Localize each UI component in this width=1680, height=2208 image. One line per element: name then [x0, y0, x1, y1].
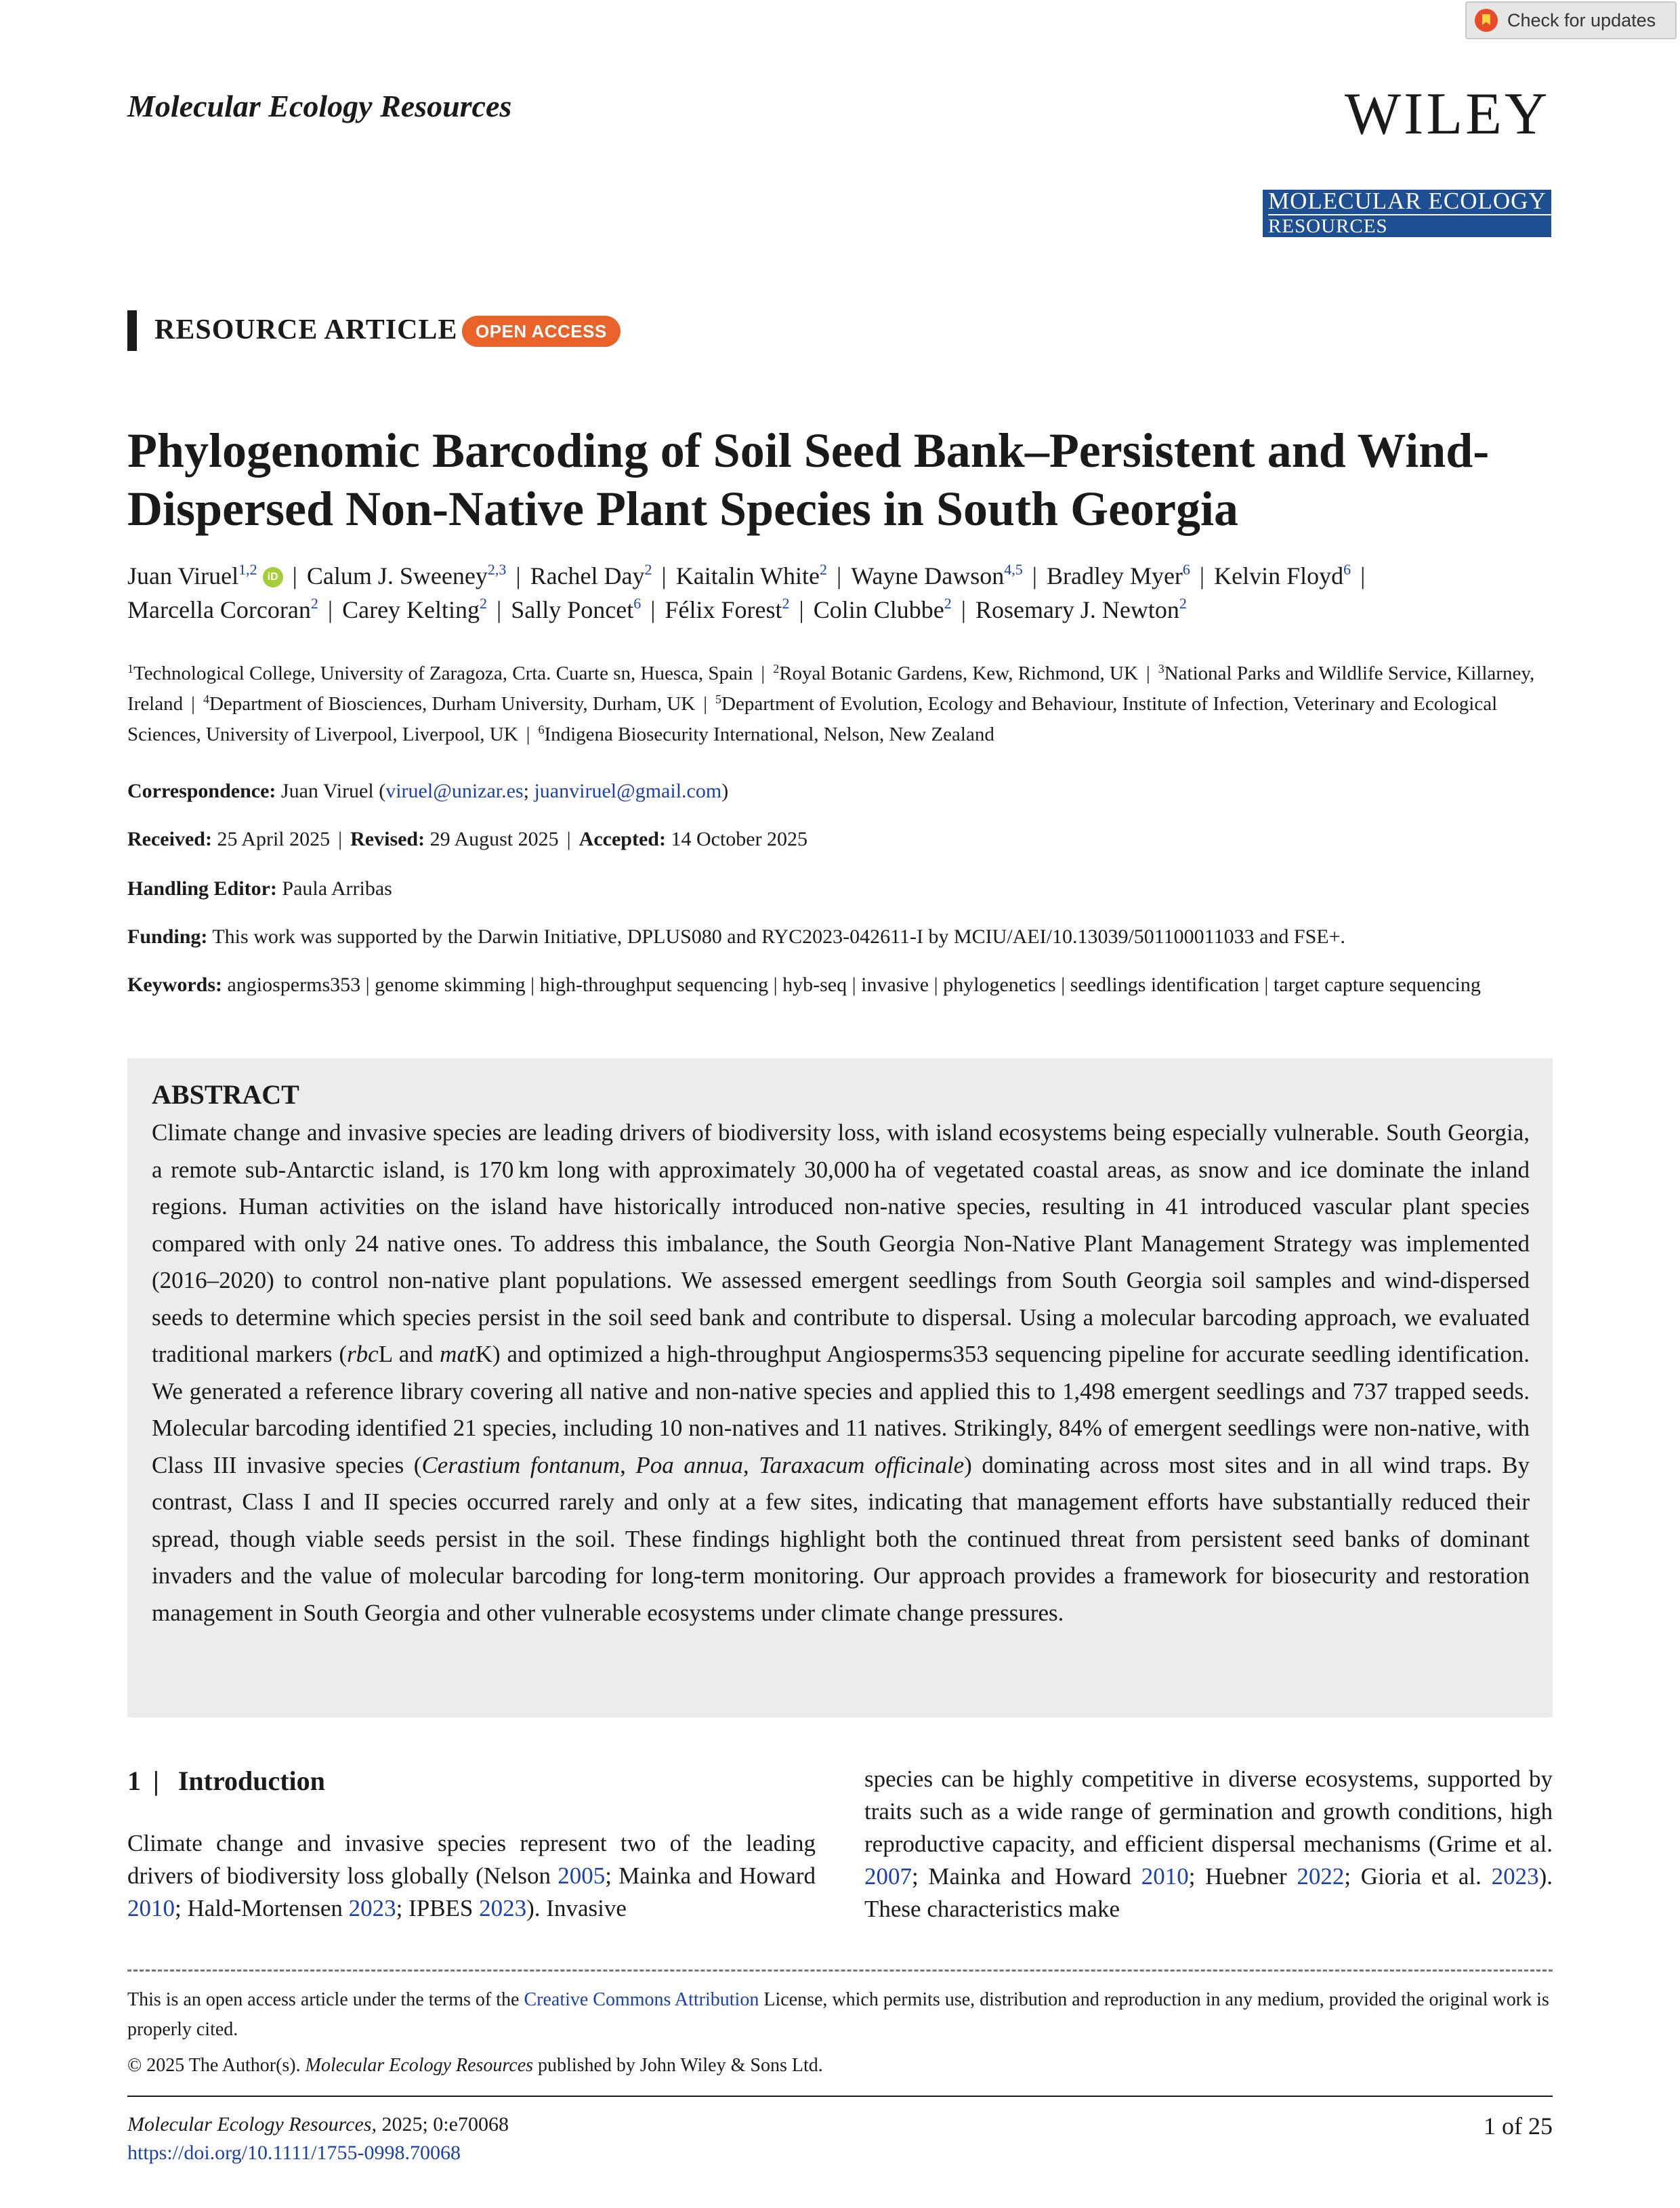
- abstract-heading: ABSTRACT: [152, 1079, 299, 1110]
- keyword: genome skimming: [375, 974, 526, 996]
- journal-logo-line2: RESOURCES: [1268, 215, 1388, 237]
- text-run: ; Mainka and Howard: [605, 1862, 816, 1889]
- author-affiliation: 2: [644, 561, 652, 578]
- author-affiliation: 2: [782, 595, 790, 612]
- citation-link[interactable]: 2022: [1297, 1863, 1345, 1890]
- species-name: Taraxacum officinale: [759, 1451, 965, 1478]
- journal-logo: [1263, 190, 1551, 237]
- author-name[interactable]: Colin Clubbe: [813, 596, 944, 623]
- intro-column-left: [127, 1827, 816, 1925]
- author-line-2: Marcella Corcoran$^2$ | Carey Kelting$^2$ | Sally Poncet$^6$ | Félix Forest$^2$ | Colin Clubbe$^2$ | Rosemary J. Newton$^2$: [127, 595, 1187, 623]
- intro-column-right: [864, 1763, 1553, 1925]
- license-link[interactable]: Creative Commons Attribution: [524, 1989, 759, 2010]
- revised-date: 29 August 2025: [429, 828, 559, 850]
- author-name[interactable]: Juan Viruel: [127, 562, 239, 589]
- text-run: published by John Wiley & Sons Ltd.: [533, 2055, 823, 2076]
- footer-citation: [127, 2111, 509, 2138]
- citation-link[interactable]: 2023: [348, 1895, 396, 1921]
- author-name[interactable]: Rachel Day: [530, 562, 645, 589]
- correspondence: Correspondence: Juan Viruel (viruel@unizar.es; juanviruel@gmail.com): [127, 780, 729, 802]
- text-run: ). Invasive: [526, 1895, 627, 1921]
- author-affiliation: 6: [1343, 561, 1351, 578]
- open-access-badge: OPEN ACCESS: [462, 316, 621, 347]
- gene-name: mat: [440, 1341, 476, 1367]
- journal-logo-line1: MOLECULAR ECOLOGY: [1268, 190, 1551, 215]
- text-run: ; IPBES: [396, 1895, 480, 1921]
- orcid-icon[interactable]: iD: [263, 567, 283, 587]
- article-dates: Received: 25 April 2025 | Revised: 29 August 2025 | Accepted: 14 October 2025: [127, 828, 808, 850]
- wiley-logo: [1345, 81, 1551, 147]
- section-heading-introduction: [127, 1765, 325, 1797]
- funding-label: Funding:: [127, 925, 208, 948]
- citation-link[interactable]: 2023: [479, 1895, 527, 1921]
- affiliation: Department of Evolution, Ecology and Behaviour, Institute of Infection, Veterinary and Ecological Sciences, University of Liverpool, Liverpool, UK: [127, 693, 1498, 745]
- text-run: ; Mainka and Howard: [912, 1863, 1141, 1890]
- citation-link[interactable]: 2010: [1141, 1863, 1189, 1890]
- abstract-part: K) and optimized a high-throughput Angiosperms353 sequencing pipeline for accurate seedling identification. We generated a reference library covering all native and non-native species and applied this to 1,498 emergent seedlings and 737 trapped seeds. Molecular barcoding identified 21 species, including 10 non-natives and 11 natives. Strikingly, 84% of emergent seedlings were non-native, with Class III invasive species (: [152, 1341, 1530, 1478]
- copyright-note: [127, 2051, 1553, 2081]
- article-type-marker: [127, 310, 137, 351]
- author-affiliation: 2: [480, 595, 488, 612]
- doi-link[interactable]: https://doi.org/10.1111/1755-0998.70068: [127, 2142, 461, 2164]
- text-run: ). These characteristics make: [864, 1863, 1553, 1922]
- keyword: seedlings identification: [1070, 974, 1259, 996]
- affiliation-number: 6: [538, 723, 545, 736]
- abstract-part: ,: [742, 1451, 759, 1478]
- affiliation: Department of Biosciences, Durham University, Durham, UK: [209, 693, 696, 715]
- wiley-logo-text: WILEY: [1345, 81, 1551, 147]
- author-name[interactable]: Marcella Corcoran: [127, 596, 311, 623]
- affiliation: Indigena Biosecurity International, Nelson, New Zealand: [544, 724, 994, 745]
- keyword: phylogenetics: [943, 974, 1056, 996]
- affiliations: $^1$Technological College, University of Zaragoza, Crta. Cuarte sn, Huesca, Spain | $^2$Royal Botanic Gardens, Kew, Richmond, UK | $^3$National Parks and Wildlife Service, Killarney, Ireland | $^4$Department of Biosciences, Durham University, Durham, UK | $^5$Department of Evolution, Ecology and Behaviour, Institute of Infection, Veterinary and Ecological Sciences, University of Liverpool, Liverpool, UK | $^6$Indigena Biosecurity International, Nelson, New Zealand: [127, 662, 1535, 745]
- author-name[interactable]: Kelvin Floyd: [1214, 562, 1344, 589]
- section-number: 1: [127, 1766, 141, 1796]
- handling-editor-name: Paula Arribas: [282, 877, 392, 900]
- correspondence-email-1[interactable]: viruel@unizar.es: [385, 780, 524, 802]
- article-type: RESOURCE ARTICLE: [154, 314, 458, 346]
- author-affiliation: 2: [1179, 595, 1187, 612]
- text-run: Climate change and invasive species represent two of the leading drivers of biodiversity loss globally (Nelson: [127, 1830, 816, 1889]
- abstract-part: ) dominating across most sites and in all wind traps. By contrast, Class I and II species occurred rarely and only at a few sites, indicating that management efforts have substantially reduced their spread, though viable seeds persist in the soil. These findings highlight both the continued threat from persistent seed banks of dominant invaders and the value of molecular barcoding for long-term monitoring. Our approach provides a framework for biosecurity and restoration management in South Georgia and other vulnerable ecosystems under climate change pressures.: [152, 1451, 1530, 1626]
- journal-name-header: Molecular Ecology Resources: [127, 89, 512, 123]
- bookmark-icon: [1475, 9, 1498, 32]
- copyright-journal: Molecular Ecology Resources: [305, 2055, 534, 2076]
- footer-doi: [127, 2140, 461, 2167]
- page-number: 1 of 25: [1484, 2112, 1553, 2140]
- footer-journal: Molecular Ecology Resources,: [127, 2113, 377, 2136]
- abstract-part: L and: [378, 1341, 440, 1367]
- author-name[interactable]: Félix Forest: [665, 596, 782, 623]
- author-line-1: Juan Viruel$^{1,2}$ iD | Calum J. Sweeney$^{2,3}$ | Rachel Day$^2$ | Kaitalin White$^2$ | Wayne Dawson$^{4,5}$ | Bradley Myer$^6$ | Kelvin Floyd$^6$ |: [127, 561, 1366, 589]
- footer-citation-details: 2025; 0:e70068: [376, 2113, 509, 2136]
- author-affiliation: 1,2: [238, 561, 257, 578]
- author-name[interactable]: Wayne Dawson: [851, 562, 1005, 589]
- author-affiliation: 6: [633, 595, 642, 612]
- revised-label: Revised:: [350, 828, 425, 850]
- author-affiliation: 2,3: [487, 561, 507, 578]
- author-name[interactable]: Carey Kelting: [342, 596, 480, 623]
- check-for-updates-label: Check for updates: [1507, 9, 1656, 30]
- affiliation-number: 3: [1158, 662, 1164, 675]
- section-title: Introduction: [177, 1766, 325, 1796]
- species-name: Poa annua: [635, 1451, 743, 1478]
- species-name: Cerastium fontanum: [421, 1451, 621, 1478]
- text-run: ; Hald-Mortensen: [175, 1895, 349, 1921]
- author-affiliation: 2: [944, 595, 952, 612]
- text-run: License, which permits use, distribution and reproduction in any medium, provided the original work is properly cited.: [127, 1989, 1549, 2040]
- section-divider: |: [153, 1766, 159, 1796]
- citation-link[interactable]: 2010: [127, 1895, 175, 1921]
- article-title: Phylogenomic Barcoding of Soil Seed Bank–Persistent and Wind-Dispersed Non-Native Plant Species in South Georgia: [127, 423, 1490, 536]
- author-affiliation: 4,5: [1004, 561, 1023, 578]
- text-run: © 2025 The Author(s).: [127, 2055, 306, 2076]
- footnote-divider: [127, 1970, 1553, 1972]
- correspondence-email-2[interactable]: juanviruel@gmail.com: [534, 780, 722, 802]
- footer-rule: [127, 2096, 1553, 2097]
- handling-editor: [127, 873, 1563, 904]
- text-run: species can be highly competitive in diverse ecosystems, supported by traits such as a wide range of germination and growth conditions, high reproductive capacity, and efficient dispersal mechanisms (Grime et al.: [864, 1766, 1553, 1857]
- license-note: [127, 1985, 1553, 2045]
- abstract-part: Climate change and invasive species are leading drivers of biodiversity loss, with island ecosystems being especially vulnerable. South Georgia, a remote sub-Antarctic island, is 170 km long with approximately 30,000 ha of vegetated coastal areas, as snow and ice dominate the inland regions. Human activities on the island have historically introduced non-native species, resulting in 41 introduced vascular plant species compared with only 24 native ones. To address this imbalance, the South Georgia Non-Native Plant Management Strategy was implemented (2016–2020) to control non-native plant populations. We assessed emergent seedlings from South Georgia soil samples and wind-dispersed seeds to determine which species persist in the soil seed bank and contribute to dispersal. Using a molecular barcoding approach, we evaluated traditional markers (: [152, 1119, 1530, 1367]
- keywords-label: Keywords:: [127, 974, 222, 996]
- received-label: Received:: [127, 828, 212, 850]
- affiliation-number: 4: [203, 692, 209, 706]
- citation-link[interactable]: 2005: [558, 1862, 606, 1889]
- keyword: angiosperms353: [227, 974, 361, 996]
- text-run: This is an open access article under the terms of the: [127, 1989, 524, 2010]
- funding: [127, 921, 1563, 952]
- gene-name: rbc: [347, 1341, 379, 1367]
- author-name[interactable]: Bradley Myer: [1046, 562, 1183, 589]
- author-affiliation: 2: [310, 595, 318, 612]
- keyword: high-throughput sequencing: [539, 974, 769, 996]
- affiliation: Technological College, University of Zaragoza, Crta. Cuarte sn, Huesca, Spain: [133, 663, 753, 684]
- correspondence-name: Juan Viruel: [280, 780, 374, 802]
- keyword: hyb-seq: [782, 974, 847, 996]
- accepted-label: Accepted:: [579, 828, 666, 850]
- citation-link[interactable]: 2007: [864, 1863, 912, 1890]
- affiliation: National Parks and Wildlife Service, Killarney, Ireland: [127, 663, 1535, 715]
- received-date: 25 April 2025: [217, 828, 331, 850]
- check-for-updates-button[interactable]: [1465, 1, 1677, 39]
- abstract-part: ,: [620, 1451, 636, 1478]
- handling-editor-label: Handling Editor:: [127, 877, 277, 900]
- affiliation-number: 5: [715, 692, 722, 706]
- author-name[interactable]: Kaitalin White: [675, 562, 820, 589]
- affiliation-number: 1: [127, 662, 133, 675]
- affiliation-number: 2: [773, 662, 780, 675]
- author-name[interactable]: Sally Poncet: [511, 596, 634, 623]
- keyword: target capture sequencing: [1273, 974, 1481, 996]
- text-run: ; Huebner: [1188, 1863, 1297, 1890]
- author-affiliation: 6: [1182, 561, 1190, 578]
- affiliation: Royal Botanic Gardens, Kew, Richmond, UK: [779, 663, 1138, 684]
- accepted-date: 14 October 2025: [671, 828, 808, 850]
- keyword: invasive: [861, 974, 929, 996]
- author-name[interactable]: Calum J. Sweeney: [306, 562, 488, 589]
- abstract-text: [152, 1115, 1530, 1631]
- citation-link[interactable]: 2023: [1491, 1863, 1539, 1890]
- keywords: Keywords: angiosperms353 | genome skimming | high-throughput sequencing | hyb-seq | invasive | phylogenetics | seedlings identification | target capture sequencing: [127, 974, 1481, 996]
- author-affiliation: 2: [820, 561, 827, 578]
- funding-text: This work was supported by the Darwin Initiative, DPLUS080 and RYC2023-042611-I by MCIU/AEI/10.13039/501100011033 and FSE+.: [212, 925, 1345, 948]
- text-run: ; Gioria et al.: [1344, 1863, 1492, 1890]
- correspondence-label: Correspondence:: [127, 780, 276, 802]
- author-name[interactable]: Rosemary J. Newton: [975, 596, 1179, 623]
